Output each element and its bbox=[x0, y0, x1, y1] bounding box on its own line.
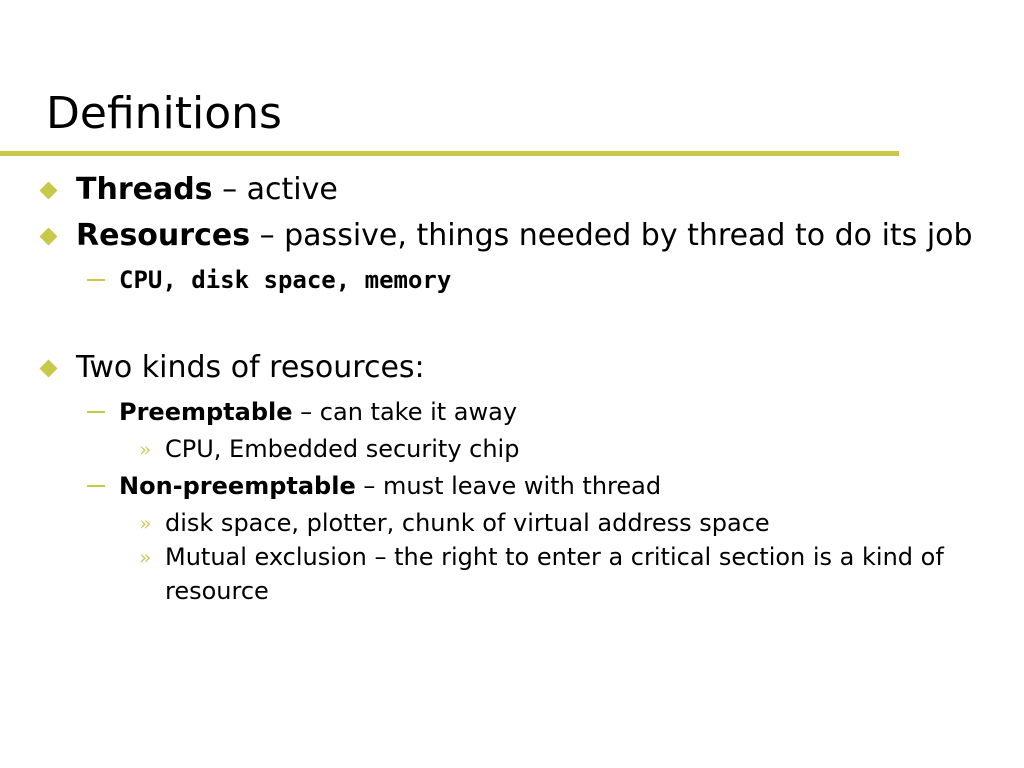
term-preemptable: Preemptable bbox=[119, 398, 293, 426]
preemptable-examples-text: CPU, Embedded security chip bbox=[165, 435, 520, 463]
chevron-icon: » bbox=[139, 511, 152, 535]
two-kinds-text: Two kinds of resources: bbox=[76, 350, 425, 385]
diamond-icon bbox=[39, 181, 57, 199]
bullet-threads bbox=[0, 168, 1024, 212]
chevron-icon: » bbox=[139, 437, 152, 461]
sub-bullet-preemptable bbox=[0, 392, 1024, 432]
definition-non-preemptable: – must leave with thread bbox=[355, 472, 662, 500]
term-threads: Threads bbox=[76, 172, 213, 207]
term-resources: Resources bbox=[76, 218, 251, 253]
chevron-icon: » bbox=[139, 545, 152, 569]
slide-content bbox=[0, 168, 1024, 608]
dash-icon bbox=[87, 411, 105, 413]
non-preemptable-example-1-text: disk space, plotter, chunk of virtual address space bbox=[165, 509, 770, 537]
non-preemptable-example-2-text: Mutual exclusion – the right to enter a critical section is a kind of resource bbox=[165, 543, 944, 605]
bullet-resources bbox=[0, 214, 1024, 258]
definition-threads: – active bbox=[212, 172, 338, 207]
definition-preemptable: – can take it away bbox=[292, 398, 518, 426]
diamond-icon bbox=[39, 359, 57, 377]
title-underline bbox=[0, 151, 899, 156]
dash-icon bbox=[87, 485, 105, 487]
sub-sub-bullet-preemptable-examples bbox=[0, 432, 1024, 466]
term-non-preemptable: Non-preemptable bbox=[119, 472, 356, 500]
definition-resources: – passive, things needed by thread to do its job bbox=[250, 218, 973, 253]
slide-title: Definitions bbox=[46, 88, 282, 139]
diamond-icon bbox=[39, 227, 57, 245]
sub-sub-bullet-non-preemptable-example-2 bbox=[0, 540, 1024, 608]
sub-sub-bullet-non-preemptable-example-1 bbox=[0, 506, 1024, 540]
bullet-two-kinds bbox=[0, 346, 1024, 390]
sub-bullet-non-preemptable bbox=[0, 466, 1024, 506]
spacer bbox=[0, 300, 1024, 346]
dash-icon bbox=[87, 279, 105, 281]
sub-bullet-resource-examples bbox=[0, 260, 1024, 300]
resource-examples-text: CPU, disk space, memory bbox=[119, 266, 452, 294]
